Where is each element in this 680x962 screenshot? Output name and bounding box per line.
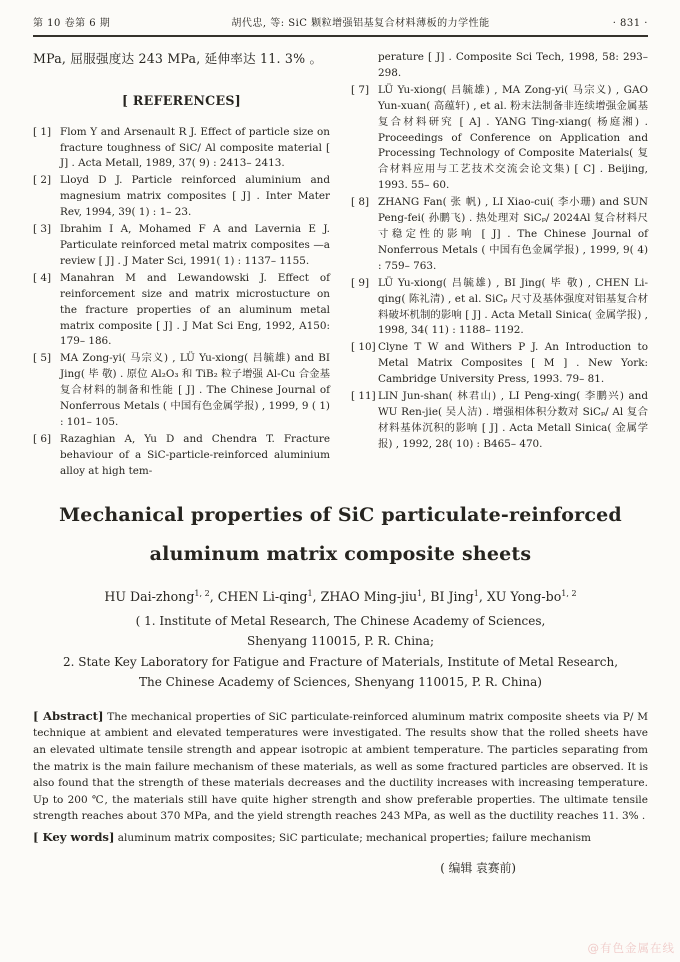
reference-item bbox=[33, 173, 330, 221]
author-name: BI Jing bbox=[430, 588, 474, 604]
reference-item bbox=[351, 276, 648, 340]
reference-number: [ 6] bbox=[33, 432, 52, 445]
reference-number: [ 10] bbox=[351, 341, 376, 354]
author-list: HU Dai-zhong$^{1, 2}$, CHEN Li-qing$^1$, ZHAO Ming-jiu$^1$, BI Jing$^1$, XU Yong-bo$^{1, 2}$ bbox=[104, 588, 577, 604]
reference-continuation bbox=[351, 50, 648, 82]
watermark: @有色金属在线 bbox=[587, 941, 675, 955]
reference-text: ZHANG Fan( 张 帆) , LI Xiao-cui( 李小珊) and SUN Peng-fei( 孙鹏飞) . 热处理对 SiCₚ/ 2024Al 复合材料尺寸稳定性的影响 [ J] . The Chinese Journal of Nonferrous Metals ( 中国有色金属学报) , 1999, 9( 4) : 759– 763. bbox=[378, 196, 648, 272]
affiliation-line: The Chinese Academy of Sciences, Shenyang 110015, P. R. China) bbox=[139, 675, 542, 690]
reference-number: [ 2] bbox=[33, 174, 52, 187]
author-name: CHEN Li-qing bbox=[217, 588, 308, 604]
author-name: ZHAO Ming-jiu bbox=[320, 588, 418, 604]
references-list-left bbox=[33, 125, 330, 480]
author-name: HU Dai-zhong bbox=[104, 588, 195, 604]
author-affiliation-superscript: 1, 2 bbox=[561, 588, 577, 598]
volume-issue: 第 10 卷第 6 期 bbox=[33, 18, 111, 29]
reference-text: LÜ Yu-xiong( 吕毓雄) , MA Zong-yi( 马宗义) , GAO Yun-xuan( 高蕴轩) , et al. 粉末法制备非连续增强金属基复合材料研究 [ A] . YANG Ting-xiang( 杨庭湘) . Proceedings of Conference on Application and Processing Technology of Composite Materials( 复合材料应用与工艺技术交流会论文集) [ C] . Beijing, 1993. 55– 60. bbox=[378, 83, 648, 192]
reference-number: [ 11] bbox=[351, 390, 376, 403]
reference-text: LIN Jun-shan( 林君山) , LI Peng-xing( 李鹏兴) and WU Ren-jie( 吴人洁) . 增强相体积分数对 SiCₚ/ Al 复合材料基体沉积的影响 [ J] . Acta Metall Sinica( 金属学报) , 1992, 28( 10) : B465– 470. bbox=[378, 390, 648, 450]
affiliation-line: ( 1. Institute of Metal Research, The Chinese Academy of Sciences, bbox=[135, 613, 546, 628]
keywords-text: aluminum matrix composites; SiC particulate; mechanical properties; failure mechanism bbox=[117, 831, 591, 844]
reference-text: perature [ J] . Composite Sci Tech, 1998, 58: 293– 298. bbox=[378, 51, 648, 79]
reference-text: Ibrahim I A, Mohamed F A and Lavernia E J. Particulate reinforced metal matrix composites —a review [ J] . J Mater Sci, 1991( 1) : 1137– 1155. bbox=[60, 223, 330, 267]
reference-number: [ 5] bbox=[33, 352, 52, 365]
author-affiliation-superscript: 1 bbox=[307, 588, 313, 598]
reference-number: [ 3] bbox=[33, 223, 52, 236]
article-title-line2: aluminum matrix composite sheets bbox=[149, 542, 532, 565]
keywords bbox=[33, 829, 648, 847]
reference-item bbox=[351, 389, 648, 453]
reference-text: Manahran M and Lewandowski J. Effect of reinforcement size and matrix microstucture on the fracture properties of an aluminum metal matrix composite [ J] . J Mat Sci Eng, 1992, A150: 179– 186. bbox=[60, 271, 330, 348]
reference-item bbox=[33, 271, 330, 351]
reference-item bbox=[33, 432, 330, 480]
article-title-line1: Mechanical properties of SiC particulate-reinforced bbox=[59, 503, 622, 526]
reference-text: MA Zong-yi( 马宗义) , LÜ Yu-xiong( 吕毓雄) and BI Jing( 毕 敬) . 原位 Al₂O₃ 和 TiB₂ 粒子增强 Al-Cu 合金基复合材料的制备和性能 [ J] . The Chinese Journal of Nonferrous Metals ( 中国有色金属学报) , 1999, 9 ( 1) : 101– 105. bbox=[60, 352, 330, 428]
page-number: · 831 · bbox=[612, 18, 648, 29]
english-article bbox=[33, 496, 648, 876]
abstract bbox=[33, 708, 648, 825]
keywords-label: [ Key words] bbox=[33, 829, 115, 844]
affiliation-line: 2. State Key Laboratory for Fatigue and Fracture of Materials, Institute of Metal Research, bbox=[62, 654, 619, 669]
reference-item bbox=[351, 340, 648, 388]
reference-text: Razaghian A, Yu D and Chendra T. Fracture behaviour of a SiC-particle-reinforced aluminium alloy at high tem- bbox=[60, 432, 330, 477]
reference-item bbox=[351, 83, 648, 194]
reference-item bbox=[351, 195, 648, 275]
reference-item bbox=[33, 351, 330, 431]
affiliation-line: Shenyang 110015, P. R. China; bbox=[247, 634, 434, 649]
reference-item bbox=[33, 125, 330, 173]
reference-number: [ 1] bbox=[33, 125, 52, 138]
editor-note: ( 编辑 袁赛前) bbox=[440, 860, 516, 875]
intro-text: MPa, 屈服强度达 243 MPa, 延伸率达 11. 3% 。 bbox=[33, 51, 323, 66]
reference-item bbox=[33, 222, 330, 270]
running-title: 胡代忠, 等: SiC 颗粒增强铝基复合材料薄板的力学性能 bbox=[231, 18, 490, 29]
reference-number bbox=[351, 50, 378, 82]
references-list-right bbox=[351, 50, 648, 453]
right-column bbox=[351, 50, 648, 481]
author-name: XU Yong-bo bbox=[486, 588, 562, 604]
reference-text: Lloyd D J. Particle reinforced aluminium and magnesium matrix composites [ J] . Inter Mater Rev, 1994, 39( 1) : 1– 23. bbox=[60, 174, 330, 219]
reference-number: [ 4] bbox=[33, 271, 52, 284]
reference-number: [ 9] bbox=[351, 276, 370, 289]
reference-text: Flom Y and Arsenault R J. Effect of particle size on fracture toughness of SiC/ Al composite material [ J] . Acta Metall, 1989, 37( 9) : 2413– 2413. bbox=[60, 125, 330, 170]
page-header bbox=[33, 14, 648, 37]
references-columns bbox=[33, 50, 648, 481]
reference-text: Clyne T W and Withers P J. An Introduction to Metal Matrix Composites [ M ] . New York: Cambridge University Press, 1993. 79– 81. bbox=[378, 341, 648, 386]
author-affiliation-superscript: 1 bbox=[473, 588, 479, 598]
reference-number: [ 8] bbox=[351, 196, 370, 209]
author-affiliation-superscript: 1 bbox=[417, 588, 423, 598]
abstract-label: [ Abstract] bbox=[33, 708, 104, 723]
author-affiliation-superscript: 1, 2 bbox=[194, 588, 210, 598]
reference-number: [ 7] bbox=[351, 83, 370, 96]
left-column bbox=[33, 50, 330, 481]
article-title bbox=[33, 496, 648, 574]
affiliations bbox=[33, 611, 648, 693]
references-heading: [ REFERENCES] bbox=[121, 92, 242, 108]
reference-text: LÜ Yu-xiong( 吕毓雄) , BI Jing( 毕 敬) , CHEN Li-qing( 陈礼清) , et al. SiCₚ 尺寸及基体强度对铝基复合材料破坏机制的影响 [ J] . Acta Metall Sinica( 金属学报) , 1998, 34( 11) : 1188– 1192. bbox=[378, 276, 648, 337]
abstract-text: The mechanical properties of SiC particulate-reinforced aluminum matrix composite sheets via P/ M technique at ambient and elevated temperatures were investigated. The results show that the rolled sheets have an elevated ultimate tensile strength and appear isotropic at ambient temperature. The particles separating from the matrix is the main failure mechanism of these materials, as well as some fractured particles are observed. It is also found that the strength of these materials decreases and the ductility increases with increasing temperature. Up to 200 ℃, the materials still have quite higher strength and show preferable properties. The ultimate tensile strength reaches about 370 MPa, and the yield strength reaches 243 MPa, as well as the ductility reaches 11. 3% . bbox=[33, 710, 648, 823]
